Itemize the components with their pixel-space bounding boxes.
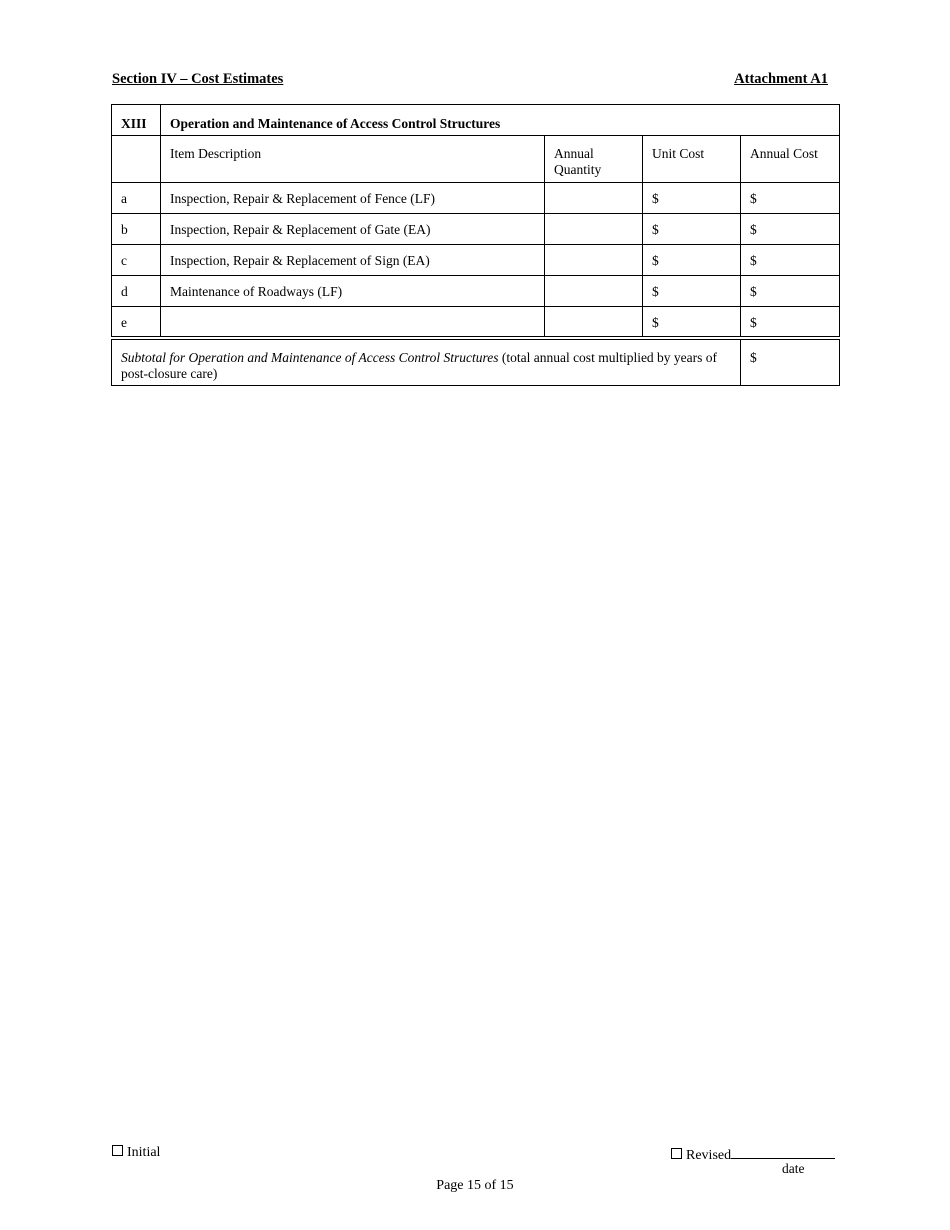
row-unit-cost-cell[interactable]: $ bbox=[643, 276, 741, 307]
row-quantity-cell[interactable] bbox=[545, 276, 643, 307]
table-section-title: Operation and Maintenance of Access Control Structures bbox=[161, 105, 840, 136]
table-row bbox=[112, 245, 840, 276]
subtotal-value-cell[interactable]: $ bbox=[741, 338, 840, 386]
section-title: Section IV – Cost Estimates bbox=[112, 71, 284, 87]
table-row bbox=[112, 307, 840, 338]
initial-checkbox-group[interactable] bbox=[112, 1145, 160, 1161]
row-id: a bbox=[112, 183, 161, 214]
column-header-annual-quantity: Annual Quantity bbox=[545, 136, 643, 183]
column-header-item-description: Item Description bbox=[161, 136, 545, 183]
row-quantity-cell[interactable] bbox=[545, 245, 643, 276]
revised-label: Revised bbox=[686, 1148, 732, 1163]
column-header-id bbox=[112, 136, 161, 183]
row-annual-cost-cell[interactable]: $ bbox=[741, 183, 840, 214]
page-number: Page 15 of 15 bbox=[436, 1178, 514, 1193]
row-annual-cost-cell[interactable]: $ bbox=[741, 214, 840, 245]
date-caption: date bbox=[782, 1161, 805, 1176]
row-unit-cost-cell[interactable]: $ bbox=[643, 183, 741, 214]
column-header-row bbox=[112, 136, 840, 183]
row-quantity-cell[interactable] bbox=[545, 307, 643, 338]
section-number: XIII bbox=[112, 105, 161, 136]
row-description: Maintenance of Roadways (LF) bbox=[161, 276, 545, 307]
initial-checkbox-icon[interactable] bbox=[112, 1145, 123, 1156]
row-quantity-cell[interactable] bbox=[545, 183, 643, 214]
table-row bbox=[112, 214, 840, 245]
row-id: b bbox=[112, 214, 161, 245]
subtotal-label-italic: Subtotal for Operation and Maintenance of Access Control Structures bbox=[121, 349, 499, 365]
subtotal-row bbox=[112, 338, 840, 386]
row-description: Inspection, Repair & Replacement of Gate (EA) bbox=[161, 214, 545, 245]
revised-date-line[interactable] bbox=[731, 1145, 835, 1159]
row-id: e bbox=[112, 307, 161, 338]
column-header-unit-cost: Unit Cost bbox=[643, 136, 741, 183]
row-unit-cost-cell[interactable]: $ bbox=[643, 214, 741, 245]
revised-checkbox-group[interactable] bbox=[671, 1145, 835, 1164]
initial-label: Initial bbox=[127, 1145, 161, 1160]
row-unit-cost-cell[interactable]: $ bbox=[643, 245, 741, 276]
row-id: c bbox=[112, 245, 161, 276]
subtotal-label bbox=[112, 338, 741, 386]
column-header-annual-cost: Annual Cost bbox=[741, 136, 840, 183]
table-row bbox=[112, 183, 840, 214]
row-annual-cost-cell[interactable]: $ bbox=[741, 245, 840, 276]
row-unit-cost-cell[interactable]: $ bbox=[643, 307, 741, 338]
subtotal-label-rest: (total annual cost multiplied by years of post-closure care) bbox=[121, 349, 718, 381]
attachment-label: Attachment A1 bbox=[734, 71, 828, 87]
row-id: d bbox=[112, 276, 161, 307]
row-description[interactable] bbox=[161, 307, 545, 338]
row-quantity-cell[interactable] bbox=[545, 214, 643, 245]
table-title-row bbox=[112, 105, 840, 136]
table-row bbox=[112, 276, 840, 307]
row-annual-cost-cell[interactable]: $ bbox=[741, 307, 840, 338]
revised-checkbox-icon[interactable] bbox=[671, 1148, 682, 1159]
cost-estimate-table bbox=[111, 104, 840, 386]
row-annual-cost-cell[interactable]: $ bbox=[741, 276, 840, 307]
row-description: Inspection, Repair & Replacement of Fence (LF) bbox=[161, 183, 545, 214]
row-description: Inspection, Repair & Replacement of Sign (EA) bbox=[161, 245, 545, 276]
